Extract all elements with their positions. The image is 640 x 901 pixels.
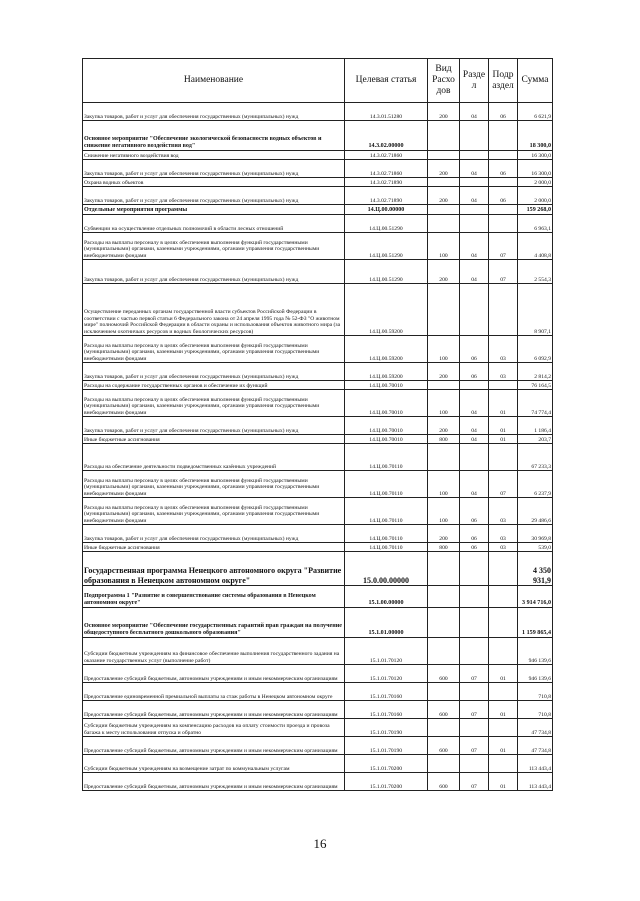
row-subsection: 06 [489,187,518,205]
row-name: Субсидии бюджетным учреждениям на компенсацию расходов на оплату стоимости проезда и провоза багажа к месту использования отпуска и обратно [83,719,345,737]
row-target-code: 15.1.01.00000 [345,608,428,638]
row-section: 07 [460,701,489,719]
header-subsection: Подр аздел [489,59,518,103]
row-section [460,284,489,336]
row-name: Расходы на содержание государственных органов и обеспечение их функций [83,381,345,390]
table-row [83,363,553,381]
row-name: Закупка товаров, работ и услуг для обеспечения государственных (муниципальных) нужд [83,260,345,284]
row-target-code: 14.Ц.00.70010 [345,390,428,417]
row-amount: 946 139,6 [518,638,553,665]
row-subsection: 03 [489,498,518,525]
row-section [460,638,489,665]
header-section: Разде л [460,59,489,103]
row-target-code: 14.3.02.71860 [345,151,428,160]
budget-table [82,58,553,791]
row-amount: 113 443,4 [518,755,553,773]
row-name: Предоставление субсидий бюджетным, автономным учреждениям и иным некоммерческим организациям [83,701,345,719]
row-name: Закупка товаров, работ и услуг для обеспечения государственных (муниципальных) нужд [83,187,345,205]
row-name: Расходы на обеспечение деятельности подведомственных казённых учреждений [83,444,345,471]
row-amount: 18 300,0 [518,121,553,151]
row-subsection [489,719,518,737]
table-row [83,552,553,586]
header-target: Целевая статья [345,59,428,103]
row-target-code: 14.Ц.00.70010 [345,435,428,444]
row-subsection [489,638,518,665]
row-target-code: 14.3.02.71860 [345,160,428,178]
table-row [83,586,553,608]
row-section: 07 [460,665,489,683]
table-row [83,498,553,525]
table-row [83,737,553,755]
row-subsection [489,552,518,586]
row-target-code: 14.Ц.00.70110 [345,471,428,498]
row-section [460,586,489,608]
row-expense-type [428,284,460,336]
row-subsection [489,205,518,215]
row-expense-type: 600 [428,737,460,755]
table-body [83,103,553,791]
row-section [460,215,489,233]
row-target-code: 14.Ц.00.70010 [345,417,428,435]
table-row [83,525,553,543]
row-section: 04 [460,471,489,498]
row-section [460,205,489,215]
row-name: Закупка товаров, работ и услуг для обеспечения государственных (муниципальных) нужд [83,363,345,381]
table-row [83,638,553,665]
row-expense-type [428,638,460,665]
row-expense-type [428,205,460,215]
table-row [83,187,553,205]
table-row [83,215,553,233]
row-amount: 6 092,9 [518,336,553,363]
row-name: Закупка товаров, работ и услуг для обеспечения государственных (муниципальных) нужд [83,160,345,178]
header-expense-type: Вид Расхо дов [428,59,460,103]
row-expense-type: 800 [428,435,460,444]
row-amount: 6 237,9 [518,471,553,498]
row-subsection [489,178,518,187]
row-target-code: 14.Ц.00.70110 [345,444,428,471]
row-name: Основное мероприятие "Обеспечение экологической безопасности водных объектов и снижение негативного воздействия вод" [83,121,345,151]
row-subsection: 06 [489,103,518,121]
row-expense-type: 600 [428,665,460,683]
row-section: 07 [460,773,489,791]
row-name: Предоставление субсидий бюджетным, автономным учреждениям и иным некоммерческим организациям [83,665,345,683]
row-section: 06 [460,363,489,381]
row-subsection: 06 [489,160,518,178]
row-section: 04 [460,103,489,121]
row-target-code: 14.Ц.00.00000 [345,205,428,215]
row-name: Закупка товаров, работ и услуг для обеспечения государственных (муниципальных) нужд [83,417,345,435]
row-subsection: 01 [489,773,518,791]
row-subsection [489,755,518,773]
row-expense-type: 200 [428,363,460,381]
row-section [460,719,489,737]
row-amount: 4 408,8 [518,233,553,260]
row-section [460,755,489,773]
table-row [83,417,553,435]
row-amount: 710,8 [518,683,553,701]
row-subsection: 07 [489,471,518,498]
table-row [83,284,553,336]
row-amount: 946 139,6 [518,665,553,683]
row-name: Закупка товаров, работ и услуг для обеспечения государственных (муниципальных) нужд [83,103,345,121]
row-amount: 710,8 [518,701,553,719]
row-amount: 6 963,1 [518,215,553,233]
row-expense-type: 100 [428,336,460,363]
row-name: Осуществление переданных органам государственной власти субъектов Российской Федерации в соответствии с частью первой статьи 6 Федерального закона от 24 апреля 1995 года № 52-ФЗ "О животном мире" полномочий Российской Федерации в области охраны и использования объектов животного мира (за исключением охотничьих ресурсов и водных биологических ресурсов) [83,284,345,336]
row-target-code: 15.1.01.70120 [345,638,428,665]
row-amount: 159 268,0 [518,205,553,215]
table-row [83,381,553,390]
row-expense-type [428,444,460,471]
row-amount: 2 000,0 [518,178,553,187]
row-amount: 74 774,4 [518,390,553,417]
row-name: Расходы на выплаты персоналу в целях обеспечения выполнения функций государственными (муниципальными) органами, казенными учреждениями, органами управления государственными внебюджетными фондами [83,233,345,260]
row-subsection: 03 [489,336,518,363]
table-row [83,471,553,498]
row-expense-type: 100 [428,498,460,525]
row-amount: 16 300,0 [518,151,553,160]
table-row [83,719,553,737]
row-expense-type [428,151,460,160]
row-expense-type [428,719,460,737]
row-amount: 67 233,3 [518,444,553,471]
row-expense-type: 200 [428,160,460,178]
row-name: Основное мероприятие "Обеспечение государственных гарантий прав граждан на получение общедоступного бесплатного дошкольного образования" [83,608,345,638]
row-subsection: 03 [489,363,518,381]
row-expense-type [428,178,460,187]
row-expense-type: 200 [428,525,460,543]
row-expense-type [428,608,460,638]
row-target-code: 14.Ц.00.51290 [345,215,428,233]
table-row [83,755,553,773]
row-amount: 1 159 865,4 [518,608,553,638]
row-section [460,552,489,586]
row-subsection: 01 [489,390,518,417]
table-row [83,233,553,260]
row-expense-type [428,552,460,586]
row-section: 06 [460,543,489,552]
row-expense-type: 200 [428,187,460,205]
row-name: Иные бюджетные ассигнования [83,435,345,444]
row-name: Государственная программа Ненецкого автономного округа "Развитие образования в Ненецком автономном округе" [83,552,345,586]
row-name: Предоставление единовременной премиальной выплаты за стаж работы в Ненецком автономном округе [83,683,345,701]
row-subsection: 01 [489,701,518,719]
row-amount: 113 443,4 [518,773,553,791]
row-expense-type [428,121,460,151]
row-name: Предоставление субсидий бюджетным, автономным учреждениям и иным некоммерческим организациям [83,737,345,755]
row-target-code: 15.1.01.70120 [345,665,428,683]
row-subsection [489,151,518,160]
table-row [83,160,553,178]
row-expense-type [428,683,460,701]
row-name: Отдельные мероприятия программы [83,205,345,215]
row-amount: 1 186,4 [518,417,553,435]
row-name: Закупка товаров, работ и услуг для обеспечения государственных (муниципальных) нужд [83,525,345,543]
row-section: 06 [460,498,489,525]
row-target-code: 14.Ц.00.51290 [345,260,428,284]
row-section: 04 [460,233,489,260]
row-subsection: 03 [489,525,518,543]
row-target-code: 15.0.00.00000 [345,552,428,586]
row-section [460,121,489,151]
table-row [83,151,553,160]
row-section: 06 [460,336,489,363]
row-expense-type: 600 [428,773,460,791]
row-subsection [489,683,518,701]
table-row [83,683,553,701]
table-row [83,121,553,151]
table-row [83,103,553,121]
row-subsection: 07 [489,233,518,260]
row-section: 04 [460,417,489,435]
table-row [83,665,553,683]
table-row [83,444,553,471]
row-subsection [489,215,518,233]
row-section [460,683,489,701]
row-target-code: 14.3.01.51280 [345,103,428,121]
table-row [83,701,553,719]
row-expense-type [428,586,460,608]
row-name: Расходы на выплаты персоналу в целях обеспечения выполнения функций государственными (муниципальными) органами, казенными учреждениями, органами управления государственными внебюджетными фондами [83,471,345,498]
row-subsection: 03 [489,543,518,552]
row-section [460,444,489,471]
table-row [83,390,553,417]
table-row [83,435,553,444]
row-target-code: 14.Ц.00.51290 [345,233,428,260]
row-expense-type: 800 [428,543,460,552]
row-target-code: 14.Ц.00.70110 [345,498,428,525]
row-amount: 2 000,0 [518,187,553,205]
table-header-row [83,59,553,103]
row-target-code: 14.3.02.71890 [345,178,428,187]
row-amount: 4 350 931,9 [518,552,553,586]
row-subsection [489,381,518,390]
row-target-code: 15.1.01.70200 [345,773,428,791]
row-expense-type [428,215,460,233]
row-amount: 47 734,8 [518,719,553,737]
row-amount: 8 907,1 [518,284,553,336]
row-section: 04 [460,260,489,284]
row-subsection: 01 [489,417,518,435]
row-target-code: 14.Ц.00.70110 [345,525,428,543]
row-amount: 203,7 [518,435,553,444]
row-section: 04 [460,160,489,178]
row-name: Снижение негативного воздействия вод [83,151,345,160]
row-target-code: 15.1.01.70160 [345,683,428,701]
row-target-code: 14.Ц.00.59200 [345,284,428,336]
row-amount: 30 969,8 [518,525,553,543]
row-amount: 29 486,6 [518,498,553,525]
row-target-code: 14.Ц.00.70010 [345,381,428,390]
row-name: Субсидии бюджетным учреждениям на финансовое обеспечение выполнения государственного задания на оказание государственных услуг (выполнение работ) [83,638,345,665]
header-name: Наименование [83,59,345,103]
row-name: Расходы на выплаты персоналу в целях обеспечения выполнения функций государственными (муниципальными) органами, казенными учреждениями, органами управления государственными внебюджетными фондами [83,390,345,417]
row-target-code: 15.1.01.70190 [345,719,428,737]
table-row [83,608,553,638]
page-number: 16 [313,836,327,851]
row-expense-type: 200 [428,417,460,435]
table-row [83,543,553,552]
row-amount: 76 164,5 [518,381,553,390]
row-section: 04 [460,435,489,444]
row-section [460,608,489,638]
row-subsection: 01 [489,737,518,755]
row-subsection [489,121,518,151]
row-subsection: 01 [489,665,518,683]
row-subsection [489,586,518,608]
row-name: Расходы на выплаты персоналу в целях обеспечения выполнения функций государственными (муниципальными) органами, казенными учреждениями, органами управления государственными внебюджетными фондами [83,336,345,363]
row-expense-type: 200 [428,103,460,121]
row-name: Расходы на выплаты персоналу в целях обеспечения выполнения функций государственными (муниципальными) органами, казенными учреждениями, органами управления государственными внебюджетными фондами [83,498,345,525]
row-expense-type: 200 [428,260,460,284]
row-name: Субсидии бюджетным учреждениям на возмещение затрат по коммунальным услугам [83,755,345,773]
row-expense-type: 100 [428,233,460,260]
row-amount: 47 734,8 [518,737,553,755]
row-amount: 2 814,2 [518,363,553,381]
row-target-code: 14.3.02.71890 [345,187,428,205]
header-amount: Сумма [518,59,553,103]
row-section: 04 [460,187,489,205]
row-target-code: 14.Ц.00.70110 [345,543,428,552]
row-section [460,178,489,187]
row-amount: 2 554,3 [518,260,553,284]
row-target-code: 14.3.02.00000 [345,121,428,151]
table-row [83,178,553,187]
row-target-code: 14.Ц.00.59200 [345,336,428,363]
row-target-code: 15.1.01.70200 [345,755,428,773]
row-amount: 6 621,9 [518,103,553,121]
row-name: Субвенции на осуществление отдельных полномочий в области лесных отношений [83,215,345,233]
row-target-code: 14.Ц.00.59200 [345,363,428,381]
row-expense-type: 100 [428,390,460,417]
table-row [83,336,553,363]
row-target-code: 15.1.01.70160 [345,701,428,719]
row-name: Иные бюджетные ассигнования [83,543,345,552]
row-section: 07 [460,737,489,755]
row-amount: 3 914 716,0 [518,586,553,608]
row-expense-type: 600 [428,701,460,719]
row-subsection [489,444,518,471]
table-row [83,773,553,791]
row-subsection [489,608,518,638]
row-section: 04 [460,390,489,417]
row-expense-type [428,381,460,390]
row-target-code: 15.1.01.70190 [345,737,428,755]
row-section [460,381,489,390]
row-target-code: 15.1.00.00000 [345,586,428,608]
row-subsection: 01 [489,435,518,444]
row-amount: 16 300,0 [518,160,553,178]
table-row [83,205,553,215]
row-name: Подпрограмма 1 "Развитие и совершенствование системы образования в Ненецком автономном округе" [83,586,345,608]
row-name: Предоставление субсидий бюджетным, автономным учреждениям и иным некоммерческим организациям [83,773,345,791]
row-subsection [489,284,518,336]
row-expense-type [428,755,460,773]
row-section: 06 [460,525,489,543]
row-name: Охрана водных объектов [83,178,345,187]
row-amount: 539,0 [518,543,553,552]
row-section [460,151,489,160]
row-subsection: 07 [489,260,518,284]
table-row [83,260,553,284]
row-expense-type: 100 [428,471,460,498]
